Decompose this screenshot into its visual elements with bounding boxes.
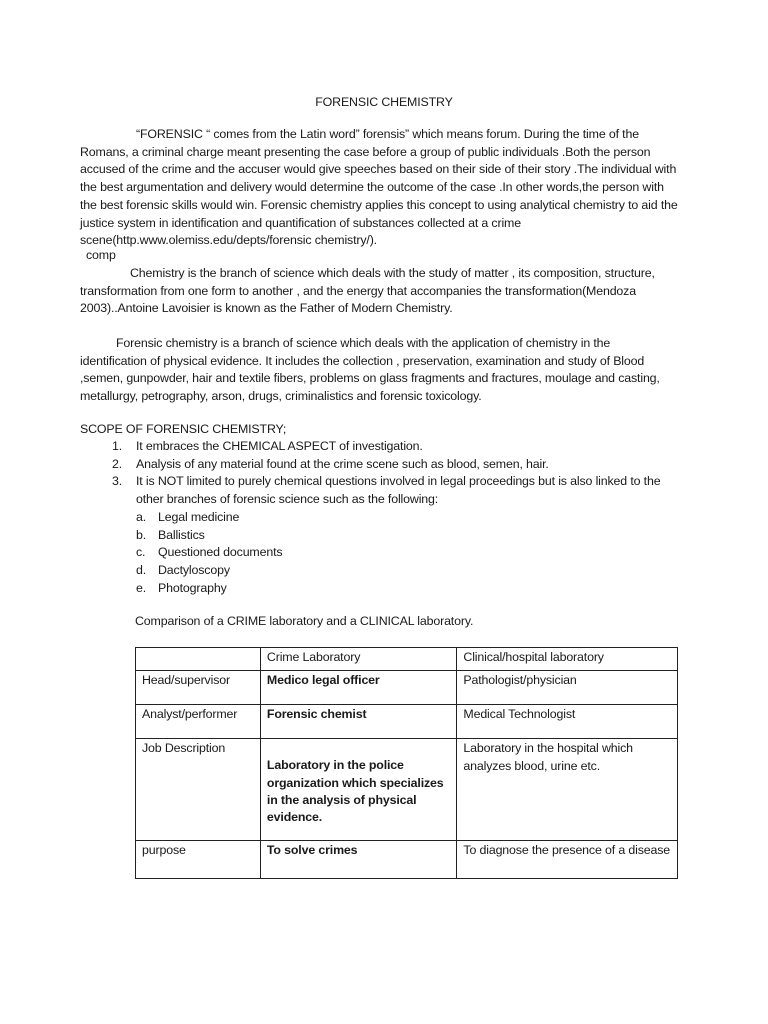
comparison-heading: Comparison of a CRIME laboratory and a CLINICAL laboratory. <box>135 614 474 628</box>
sub-list-item-text: Dactyloscopy <box>158 562 230 577</box>
list-item-text: Analysis of any material found at the crime scene such as blood, semen, hair. <box>136 456 549 471</box>
table-row-label: Head/supervisor <box>136 671 261 705</box>
table-row <box>136 739 678 841</box>
table-cell-crime: Laboratory in the police organization which specializes in the analysis of physical evidence. <box>260 739 456 841</box>
table-header-row <box>136 648 678 671</box>
sub-list-item <box>80 527 680 545</box>
sub-list-item-text: Photography <box>158 580 227 595</box>
sub-list-item-text: Legal medicine <box>158 509 240 524</box>
table-row <box>136 841 678 879</box>
table-header-cell: Crime Laboratory <box>260 648 456 671</box>
sub-list-item-text: Ballistics <box>158 527 205 542</box>
table-cell-crime: Medico legal officer <box>260 671 456 705</box>
sub-list-item <box>80 509 680 527</box>
document-title: FORENSIC CHEMISTRY <box>315 95 453 109</box>
table-row <box>136 705 678 739</box>
list-number: 2. <box>112 456 123 471</box>
table-cell-crime: To solve crimes <box>260 841 456 879</box>
sub-list-letter: a. <box>136 509 147 524</box>
sub-list-item-text: Questioned documents <box>158 545 283 560</box>
list-item <box>80 456 680 474</box>
scope-heading: SCOPE OF FORENSIC CHEMISTRY; <box>80 422 287 436</box>
list-item-text: It is NOT limited to purely chemical questions involved in legal proceedings but is also linked to the other branches of forensic science such as the following: <box>136 474 661 507</box>
sub-list-letter: c. <box>136 545 146 560</box>
list-item <box>80 473 680 508</box>
sub-list-letter: b. <box>136 527 147 542</box>
table-header-cell: Clinical/hospital laboratory <box>457 648 678 671</box>
stray-text-comp: comp <box>86 248 116 262</box>
table-cell-clinical: Pathologist/physician <box>457 671 678 705</box>
list-number: 3. <box>112 474 123 489</box>
table-cell-clinical: To diagnose the presence of a disease <box>457 841 678 879</box>
table-row-label: Job Description <box>136 739 261 841</box>
table-cell-clinical: Medical Technologist <box>457 705 678 739</box>
table-cell-clinical: Laboratory in the hospital which analyzes blood, urine etc. <box>457 739 678 841</box>
table-cell-crime: Forensic chemist <box>260 705 456 739</box>
list-item-text: It embraces the CHEMICAL ASPECT of investigation. <box>136 439 423 453</box>
table-row-label: Analyst/performer <box>136 705 261 739</box>
scope-list <box>80 438 680 597</box>
list-number: 1. <box>112 439 123 453</box>
table-row-label: purpose <box>136 841 261 879</box>
comparison-table <box>135 647 678 879</box>
paragraph-forensic-chemistry-definition: Forensic chemistry is a branch of science which deals with the application of chemistry in the identification of physical evidence. It includes the collection , preservation, examination and study of Blood ,semen, gunpowder, hair and textile fibers, problems on glass fragments and fractures, moulage and casting, metallurgy, petrography, arson, drugs, criminalistics and forensic toxicology. <box>80 336 660 404</box>
sub-list-letter: d. <box>136 562 147 577</box>
table-header-cell <box>136 648 261 671</box>
sub-list-letter: e. <box>136 580 147 595</box>
sub-list-item <box>80 580 680 598</box>
table-row <box>136 671 678 705</box>
paragraph-forensic-origin: “FORENSIC “ comes from the Latin word” forensis” which means forum. During the time of the Romans, a criminal charge meant presenting the case before a group of public individuals .Both the person accused of the crime and the accuser would give speeches based on their side of their story .The individual with the best argumentation and delivery would determine the outcome of the case .In other words,the person with the best forensic skills would win. Forensic chemistry applies this concept to using analytical chemistry to aid the justice system in identification and quantification of substances collected at a crime scene(http.www.olemiss.edu/depts/forensic chemistry/). <box>80 127 678 248</box>
sub-list-item <box>80 544 680 562</box>
sub-list-item <box>80 562 680 580</box>
paragraph-chemistry-definition: Chemistry is the branch of science which deals with the study of matter , its composition, structure, transformation from one form to another , and the energy that accompanies the transformation(Mendoza 2003)..Antoine Lavoisier is known as the Father of Modern Chemistry. <box>80 266 655 316</box>
list-item <box>80 438 680 456</box>
